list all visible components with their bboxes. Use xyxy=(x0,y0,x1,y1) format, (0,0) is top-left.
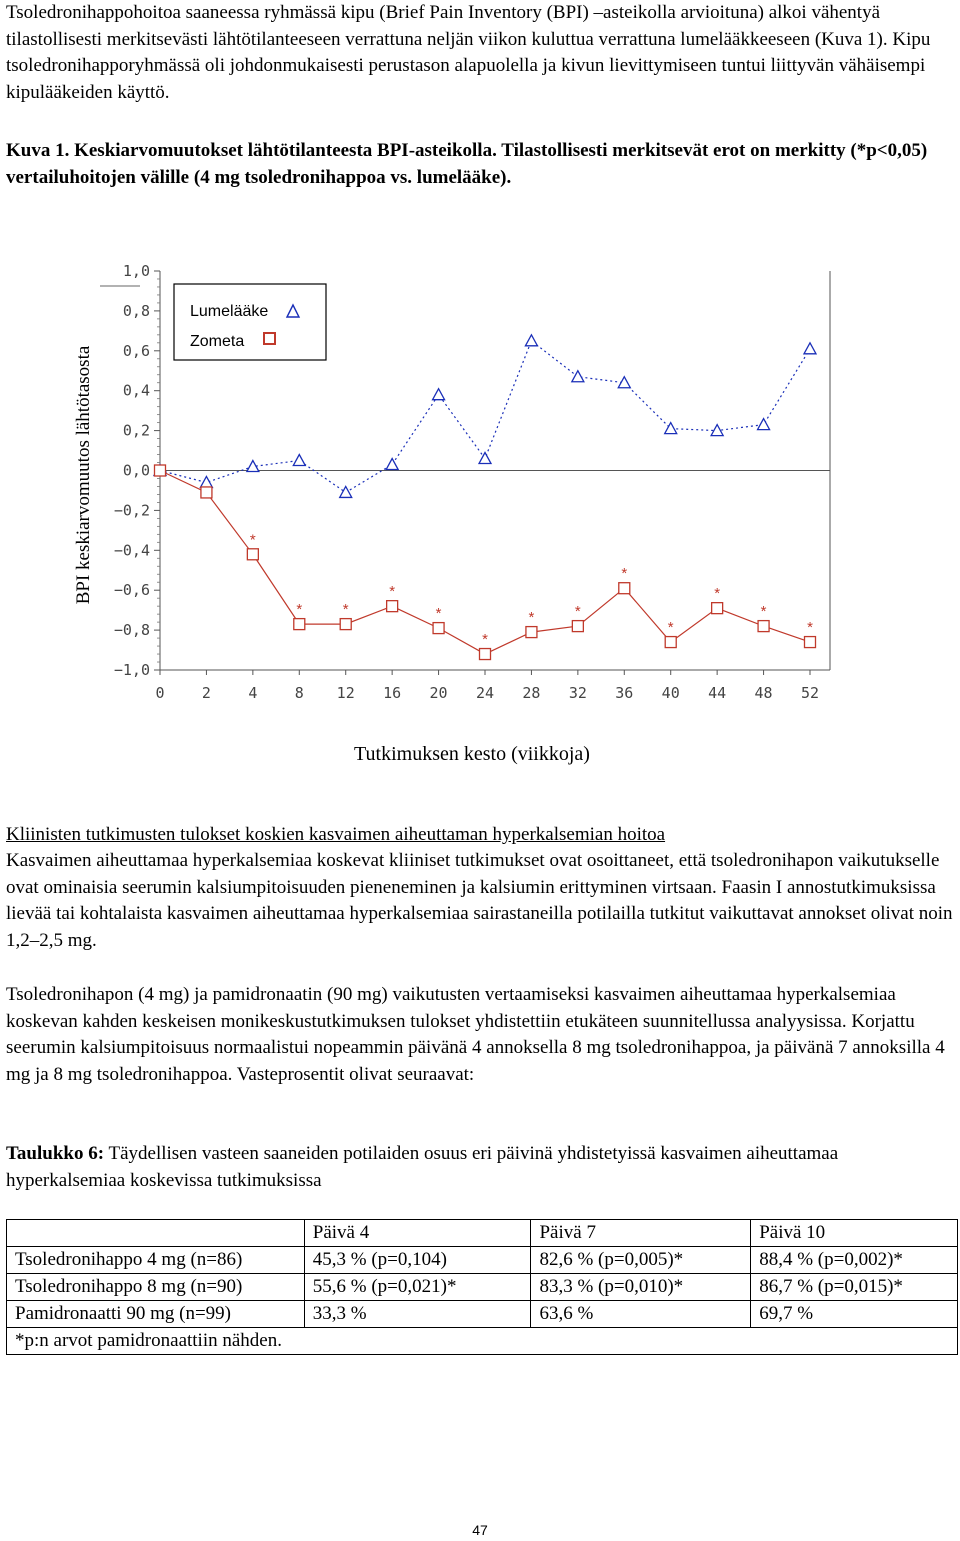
table-cell: 55,6 % (p=0,021)* xyxy=(304,1274,531,1301)
x-tick-label: 40 xyxy=(661,684,680,702)
table-caption-text: Täydellisen vasteen saaneiden potilaiden osuus eri päivinä yhdistetyissä kasvaimen aiheuttamaa hyperkalsemiaa koskevissa tutkimuksissa xyxy=(6,1143,839,1191)
lumelaake-point xyxy=(386,459,398,470)
table-cell: Pamidronaatti 90 mg (n=99) xyxy=(7,1301,305,1328)
zometa-point xyxy=(480,649,491,660)
y-tick-label: −1,0 xyxy=(113,661,150,679)
page-number: 47 xyxy=(472,1522,488,1538)
x-tick-label: 28 xyxy=(522,684,541,702)
x-tick-label: 48 xyxy=(754,684,773,702)
y-tick-label: 0,2 xyxy=(122,421,150,440)
legend-label-lumelaake: Lumelääke xyxy=(190,303,269,320)
table-caption xyxy=(6,1141,954,1194)
lumelaake-point xyxy=(804,343,816,354)
y-tick-label: 0,0 xyxy=(122,461,150,480)
zometa-point xyxy=(247,549,258,560)
table-row xyxy=(7,1301,958,1328)
significance-marker: * xyxy=(435,605,442,623)
significance-marker: * xyxy=(714,585,721,603)
lumelaake-point xyxy=(340,486,352,497)
lumelaake-point xyxy=(572,371,584,382)
x-tick-label: 52 xyxy=(800,684,820,702)
table-header-cell: Päivä 10 xyxy=(751,1220,958,1247)
response-table xyxy=(6,1219,958,1355)
zometa-point xyxy=(294,619,305,630)
table-footnote: *p:n arvot pamidronaattiin nähden. xyxy=(7,1328,958,1355)
lumelaake-point xyxy=(758,419,770,430)
section-paragraph-2: Tsoledronihapon (4 mg) ja pamidronaatin (90 mg) vaikutusten vertaamiseksi kasvaimen aiheuttamaa hyperkalsemiaa koskevan kahden keskeisen monikeskustutkimuksen tulokset yhdistettiin etukäteen suunnitellussa analyysissa. Korjattu seerumin kalsiumpitoisuus normaalistui nopeammin päivänä 4 annoksella 8 mg tsoledronihappoa, ja päivänä 7 annoksilla 4 mg ja 8 mg tsoledronihappoa. Vasteprosentit olivat seuraavat: xyxy=(6,984,945,1085)
x-tick-label: 8 xyxy=(294,684,304,702)
table-cell: 83,3 % (p=0,010)* xyxy=(531,1274,751,1301)
zometa-point xyxy=(433,623,444,634)
series-line-1 xyxy=(160,471,810,655)
zometa-point xyxy=(155,465,166,476)
table-header-cell: Päivä 7 xyxy=(531,1220,751,1247)
x-axis-label: Tutkimuksen kesto (viikkoja) xyxy=(354,743,590,765)
lumelaake-point xyxy=(433,389,445,400)
significance-marker: * xyxy=(807,619,813,637)
table-cell: 69,7 % xyxy=(751,1301,958,1328)
intro-paragraph: Tsoledronihappohoitoa saaneessa ryhmässä kipu (Brief Pain Inventory (BPI) –asteikolla arvioituna) alkoi vähentyä tilastollisesti merkitsevästi lähtötilanteeseen verrattuna neljän viikon kuluttua verrattuna lumelääkkeeseen (Kuva 1). Kipu tsoledronihapporyhmässä oli johdonmukaisesti perustason alapuolella ja kivun lievittymiseen tuntui liittyvän vähäisempi kipulääkeiden käyttö. xyxy=(6,2,931,103)
legend-label-zometa: Zometa xyxy=(190,333,245,350)
lumelaake-point xyxy=(618,377,630,388)
significance-marker: * xyxy=(249,531,256,549)
table-cell: Tsoledronihappo 4 mg (n=86) xyxy=(7,1247,305,1274)
significance-marker: * xyxy=(482,631,488,649)
significance-marker: * xyxy=(389,583,396,601)
x-tick-label: 20 xyxy=(429,684,448,702)
section-paragraph-1: Kasvaimen aiheuttamaa hyperkalsemiaa koskevat kliiniset tutkimukset ovat osoittaneet, että tsoledronihapon vaikutukselle ovat ominaisia seerumin kalsiumpitoisuuden pieneneminen ja kalsiumin erittyminen virtsaan. Faasin I annostutkimuksissa lievää tai kohtalaista kasvaimen aiheuttamaa hyperkalsemiaa sairastaneilla potilailla tutkitut vaikuttavat annokset olivat noin 1,2–2,5 mg. xyxy=(6,850,953,951)
significance-marker: * xyxy=(296,601,303,619)
x-tick-label: 4 xyxy=(248,684,258,702)
lumelaake-point xyxy=(479,453,491,464)
lumelaake-point xyxy=(525,335,537,346)
significance-marker: * xyxy=(760,603,767,621)
x-tick-label: 32 xyxy=(568,684,587,702)
bpi-chart xyxy=(0,250,960,710)
zometa-point xyxy=(712,603,723,614)
zometa-point xyxy=(572,621,583,632)
table-cell: 45,3 % (p=0,104) xyxy=(304,1247,531,1274)
zometa-point xyxy=(619,583,630,594)
x-tick-label: 36 xyxy=(615,684,634,702)
section-heading: Kliinisten tutkimusten tulokset koskien kasvaimen aiheuttaman hyperkalsemian hoitoa xyxy=(6,824,666,845)
zometa-point xyxy=(526,627,537,638)
figure-caption: Kuva 1. Keskiarvomuutokset lähtötilanteesta BPI-asteikolla. Tilastollisesti merkitsevät erot on merkitty (*p<0,05) vertailuhoitojen välille (4 mg tsoledronihappoa vs. lumelääke). xyxy=(6,140,928,188)
zometa-point xyxy=(387,601,398,612)
y-tick-label: −0,8 xyxy=(113,621,150,640)
y-tick-label: −0,4 xyxy=(113,541,150,560)
y-tick-label: 0,4 xyxy=(122,381,150,400)
y-tick-label: −0,6 xyxy=(113,581,150,600)
x-tick-label: 2 xyxy=(201,684,211,702)
table-row xyxy=(7,1247,958,1274)
table-cell: 82,6 % (p=0,005)* xyxy=(531,1247,751,1274)
y-tick-label: 0,6 xyxy=(122,341,150,360)
y-tick-label: −0,2 xyxy=(113,501,150,520)
significance-marker: * xyxy=(621,565,628,583)
y-tick-label: 0,8 xyxy=(122,301,150,320)
table-header-cell: Päivä 4 xyxy=(304,1220,531,1247)
table-header-row xyxy=(7,1220,958,1247)
table-cell: 86,7 % (p=0,015)* xyxy=(751,1274,958,1301)
table-caption-label: Taulukko 6: xyxy=(6,1143,105,1164)
significance-marker: * xyxy=(342,601,349,619)
x-tick-label: 24 xyxy=(475,684,495,702)
lumelaake-point xyxy=(665,423,677,434)
x-tick-label: 16 xyxy=(383,684,402,702)
chart-legend xyxy=(174,284,326,360)
significance-marker: * xyxy=(528,609,535,627)
significance-marker: * xyxy=(574,603,581,621)
table-cell: 88,4 % (p=0,002)* xyxy=(751,1247,958,1274)
table-row xyxy=(7,1274,958,1301)
zometa-point xyxy=(201,487,212,498)
x-tick-label: 44 xyxy=(708,684,727,702)
chart-series xyxy=(154,335,816,660)
zometa-point xyxy=(340,619,351,630)
significance-marker: * xyxy=(667,619,674,637)
lumelaake-point xyxy=(200,476,212,487)
table-cell: Tsoledronihappo 8 mg (n=90) xyxy=(7,1274,305,1301)
x-tick-label: 0 xyxy=(155,684,165,702)
y-tick-label: 1,0 xyxy=(122,262,150,280)
table-cell: 63,6 % xyxy=(531,1301,751,1328)
x-tick-label: 12 xyxy=(336,684,355,702)
zometa-point xyxy=(665,637,676,648)
table-header-cell xyxy=(7,1220,305,1247)
y-axis-label: BPI keskiarvomuutos lähtötasosta xyxy=(73,345,94,605)
lumelaake-point xyxy=(293,455,305,466)
table-footnote-row xyxy=(7,1328,958,1355)
zometa-point xyxy=(805,637,816,648)
zometa-point xyxy=(758,621,769,632)
table-cell: 33,3 % xyxy=(304,1301,531,1328)
